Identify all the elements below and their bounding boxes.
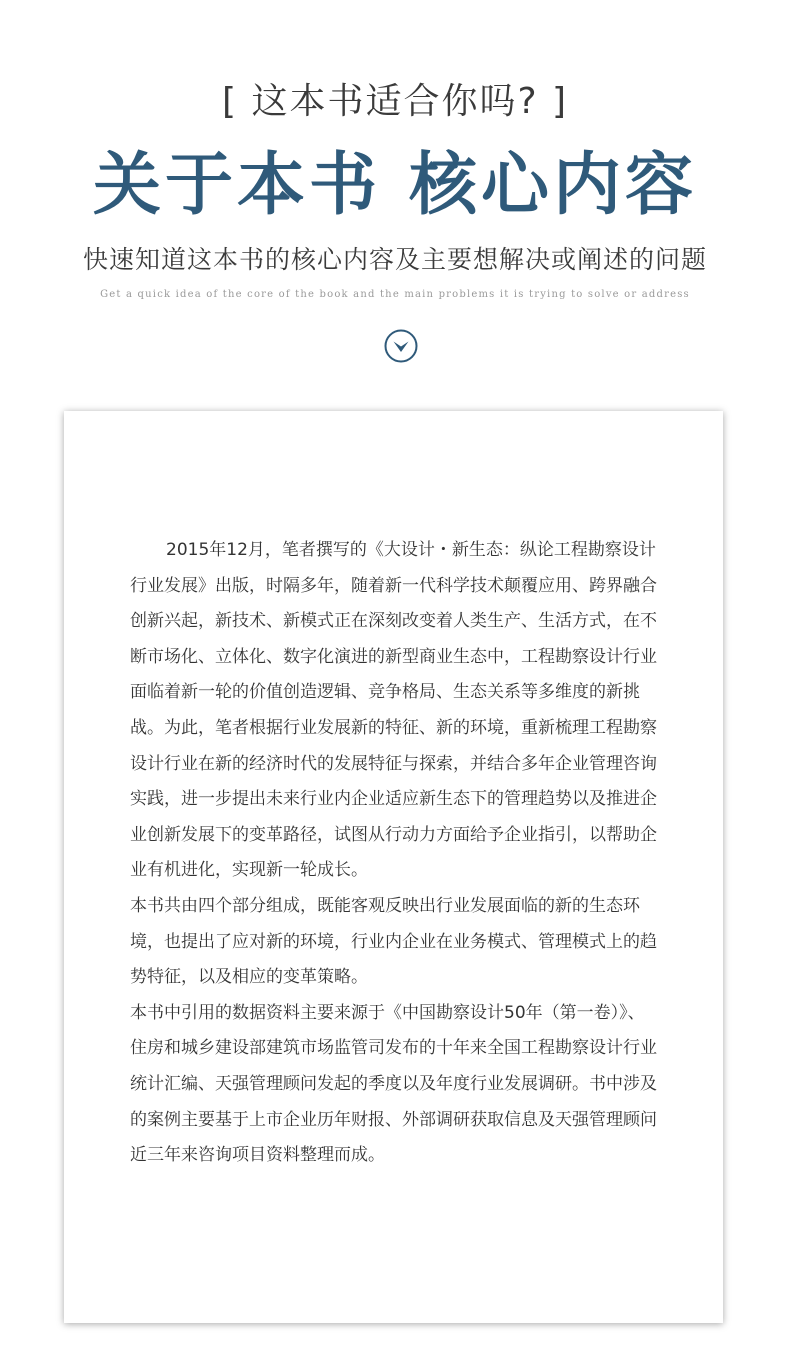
subtitle-english: Get a quick idea of the core of the book and the main problems it is trying to solve or address	[100, 289, 690, 300]
paragraph-structure: 本书共由四个部分组成，既能客观反映出行业发展面临的新的生态环境，也提出了应对新的环境，行业内企业在业务模式、管理模式上的趋势特征，以及相应的变革策略。	[130, 895, 657, 988]
paragraph-intro: 2015年12月，笔者撰写的《大设计・新生态：纵论工程勘察设计行业发展》出版，时隔多年，随着新一代科学技术颠覆应用、跨界融合创新兴起，新技术、新模式正在深刻改变着人类生产、生活方式，在不断市场化、立体化、数字化演进的新型商业生态中，工程勘察设计行业面临着新一轮的价值创造逻辑、竞争格局、生态关系等多维度的新挑战。为此，笔者根据行业发展新的特征、新的环境，重新梳理工程勘察设计行业在新的经济时代的发展特征与探索，并结合多年企业管理咨询实践，进一步提出未来行业内企业适应新生态下的管理趋势以及推进企业创新发展下的变革路径，试图从行动力方面给予企业指引，以帮助企业有机进化，实现新一轮成长。	[130, 540, 657, 881]
chevron-down-circle-icon	[384, 329, 418, 363]
book-description	[130, 533, 658, 1174]
page-title	[0, 140, 790, 230]
paragraph-sources: 本书中引用的数据资料主要来源于《中国勘察设计50年（第一卷）》、住房和城乡建设部建筑市场监管司发布的十年来全国工程勘察设计行业统计汇编、天强管理顾问发起的季度以及年度行业发展调研。书中涉及的案例主要基于上市企业历年财报、外部调研获取信息及天强管理顾问近三年来咨询项目资料整理而成。	[130, 1002, 657, 1166]
section-label: [ 这本书适合你吗? ]	[221, 81, 569, 122]
page-title-part-1: 关于本书	[92, 145, 381, 225]
subtitle: 快速知道这本书的核心内容及主要想解决或阐述的问题	[82, 245, 707, 274]
page-title-part-2: 核心内容	[409, 145, 698, 225]
